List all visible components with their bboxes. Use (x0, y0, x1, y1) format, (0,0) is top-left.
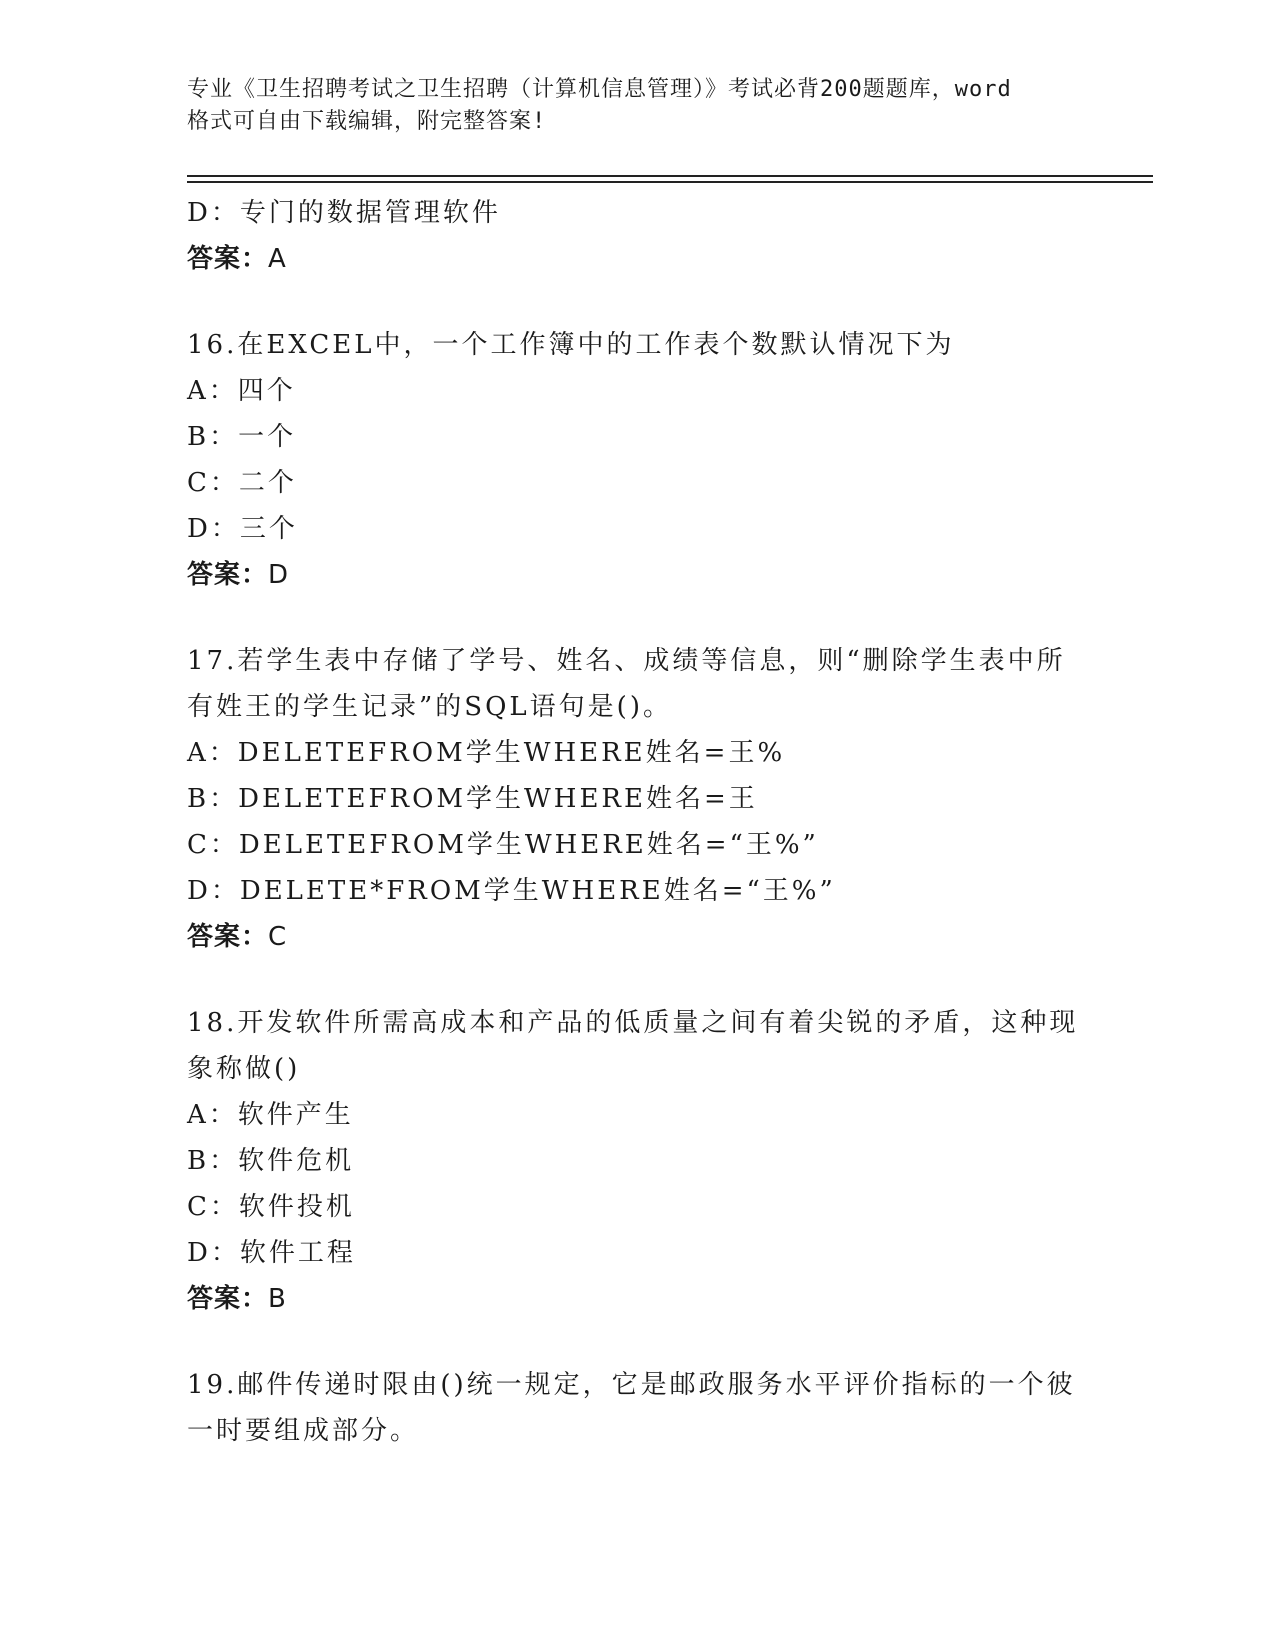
question-17-stem-line-2: 有姓王的学生记录”的SQL语句是()。 (187, 692, 672, 722)
question-15-answer (187, 236, 1087, 282)
spacer (187, 960, 1087, 1000)
question-18-stem-line-1: 18.开发软件所需高成本和产品的低质量之间有着尖锐的矛盾，这种现 (187, 1008, 1079, 1038)
question-19-stem-line-2: 一时要组成部分。 (187, 1416, 420, 1446)
question-18-stem-line-2: 象称做() (187, 1054, 301, 1084)
answer-label: 答案： (187, 560, 269, 590)
question-17-stem-line-1: 17.若学生表中存储了学号、姓名、成绩等信息，则“删除学生表中所 (187, 646, 1066, 676)
spacer (187, 598, 1087, 638)
header-line-2: 格式可自由下载编辑，附完整答案! (187, 109, 547, 134)
header-divider-bottom (187, 181, 1153, 183)
spacer (187, 282, 1087, 322)
answer-value: B (268, 1284, 287, 1314)
question-16-stem: 16.在EXCEL中，一个工作簿中的工作表个数默认情况下为 (187, 330, 955, 360)
question-15-option-d: D：专门的数据管理软件 (187, 198, 501, 228)
header-divider-top (187, 175, 1153, 177)
question-17-option-d: D：DELETE*FROM学生WHERE姓名=“王%” (187, 876, 836, 906)
question-16-option-d: D：三个 (187, 514, 298, 544)
question-18-option-c: C：软件投机 (187, 1192, 355, 1222)
question-18-option-a: A：软件产生 (187, 1100, 354, 1130)
question-17-answer (187, 914, 1087, 960)
document-header (187, 74, 1087, 138)
question-16-option-c: C：二个 (187, 468, 297, 498)
question-19-stem-line-1: 19.邮件传递时限由()统一规定，它是邮政服务水平评价指标的一个彼 (187, 1370, 1076, 1400)
question-list (187, 190, 1087, 1454)
answer-value: D (268, 560, 290, 590)
answer-value: A (268, 244, 287, 274)
question-17-option-a: A：DELETEFROM学生WHERE姓名=王% (187, 738, 786, 768)
answer-value: C (268, 922, 288, 952)
question-17-option-b: B：DELETEFROM学生WHERE姓名=王 (187, 784, 758, 814)
question-16-option-a: A：四个 (187, 376, 296, 406)
header-line-1: 专业《卫生招聘考试之卫生招聘（计算机信息管理）》考试必背200题题库，word (187, 77, 1012, 102)
question-17-option-c: C：DELETEFROM学生WHERE姓名=“王%” (187, 830, 819, 860)
answer-label: 答案： (187, 1284, 269, 1314)
answer-label: 答案： (187, 244, 269, 274)
question-16-option-b: B：一个 (187, 422, 297, 452)
question-18-option-b: B：软件危机 (187, 1146, 355, 1176)
question-18-answer (187, 1276, 1087, 1322)
question-16-answer (187, 552, 1087, 598)
spacer (187, 1322, 1087, 1362)
answer-label: 答案： (187, 922, 269, 952)
question-18-option-d: D：软件工程 (187, 1238, 356, 1268)
